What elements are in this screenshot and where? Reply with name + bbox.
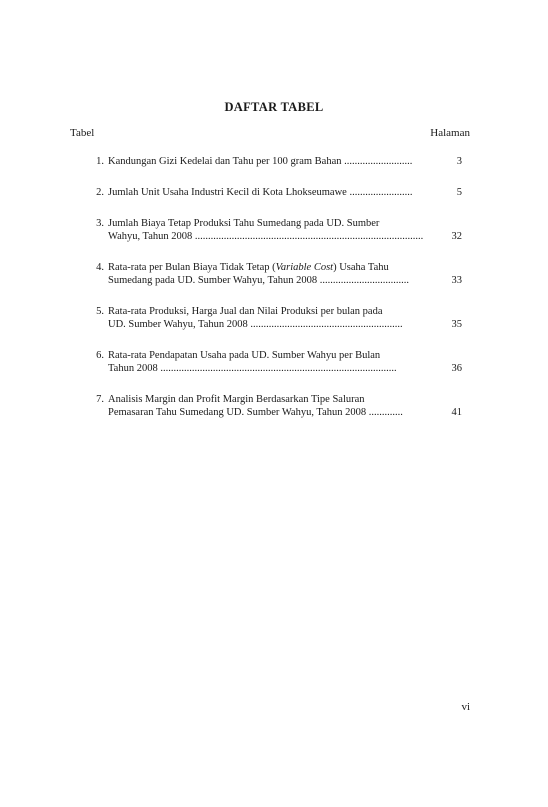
item-number: 2.: [96, 187, 104, 198]
item-title: [108, 344, 448, 375]
list-item: [86, 150, 466, 168]
list-item: [86, 181, 466, 199]
item-page: 33: [451, 275, 462, 286]
item-page: 5: [456, 187, 462, 198]
column-header-tabel: Tabel: [70, 127, 95, 139]
item-title-line: Rata-rata Produksi, Harga Jual dan Nilai Produksi per bulan pada: [108, 306, 383, 317]
item-number: 7.: [96, 394, 104, 405]
item-page: 41: [451, 407, 462, 418]
item-title-italic: Variable Cost: [275, 262, 334, 273]
item-title-text: Rata-rata per Bulan Biaya Tidak Tetap (: [108, 262, 276, 273]
item-title: [108, 388, 448, 419]
list-item: [86, 300, 466, 331]
list-item: [86, 256, 466, 287]
list-item: [86, 344, 466, 375]
list-item: [86, 388, 466, 419]
item-page: 35: [451, 319, 462, 330]
item-page: 36: [451, 363, 462, 374]
item-title-line: UD. Sumber Wahyu, Tahun 2008 ..........................................................: [108, 319, 403, 330]
item-title-line: Tahun 2008 ..........................................................................................: [108, 363, 397, 374]
item-page: 3: [456, 156, 462, 167]
column-header-halaman: Halaman: [430, 127, 470, 139]
item-title: [108, 256, 448, 287]
page-number: vi: [461, 701, 470, 713]
item-title: [108, 300, 448, 331]
item-number: 4.: [96, 262, 104, 273]
item-title-line: Wahyu, Tahun 2008 .......................................................................................: [108, 231, 424, 242]
item-number: 6.: [96, 350, 104, 361]
item-number: 5.: [96, 306, 104, 317]
table-list: [86, 150, 466, 432]
item-title: [108, 212, 448, 243]
item-title-line: Jumlah Biaya Tetap Produksi Tahu Sumedang pada UD. Sumber: [108, 218, 380, 229]
item-title: Kandungan Gizi Kedelai dan Tahu per 100 gram Bahan ..........................: [108, 156, 413, 167]
item-title-line: Sumedang pada UD. Sumber Wahyu, Tahun 2008 ..................................: [108, 275, 410, 286]
item-page: 32: [451, 231, 462, 242]
item-title-line: [108, 261, 448, 274]
item-number: 1.: [96, 156, 104, 167]
item-title-line: Analisis Margin dan Profit Margin Berdasarkan Tipe Saluran: [108, 394, 365, 405]
item-title: Jumlah Unit Usaha Industri Kecil di Kota Lhokseumawe ........................: [108, 187, 413, 198]
page-title: DAFTAR TABEL: [224, 100, 324, 114]
item-title-line: Pemasaran Tahu Sumedang UD. Sumber Wahyu, Tahun 2008 .............: [108, 407, 403, 418]
item-title-line: Rata-rata Pendapatan Usaha pada UD. Sumber Wahyu per Bulan: [108, 350, 381, 361]
item-title-text: ) Usaha Tahu: [333, 262, 389, 273]
item-number: 3.: [96, 218, 104, 229]
list-item: [86, 212, 466, 243]
